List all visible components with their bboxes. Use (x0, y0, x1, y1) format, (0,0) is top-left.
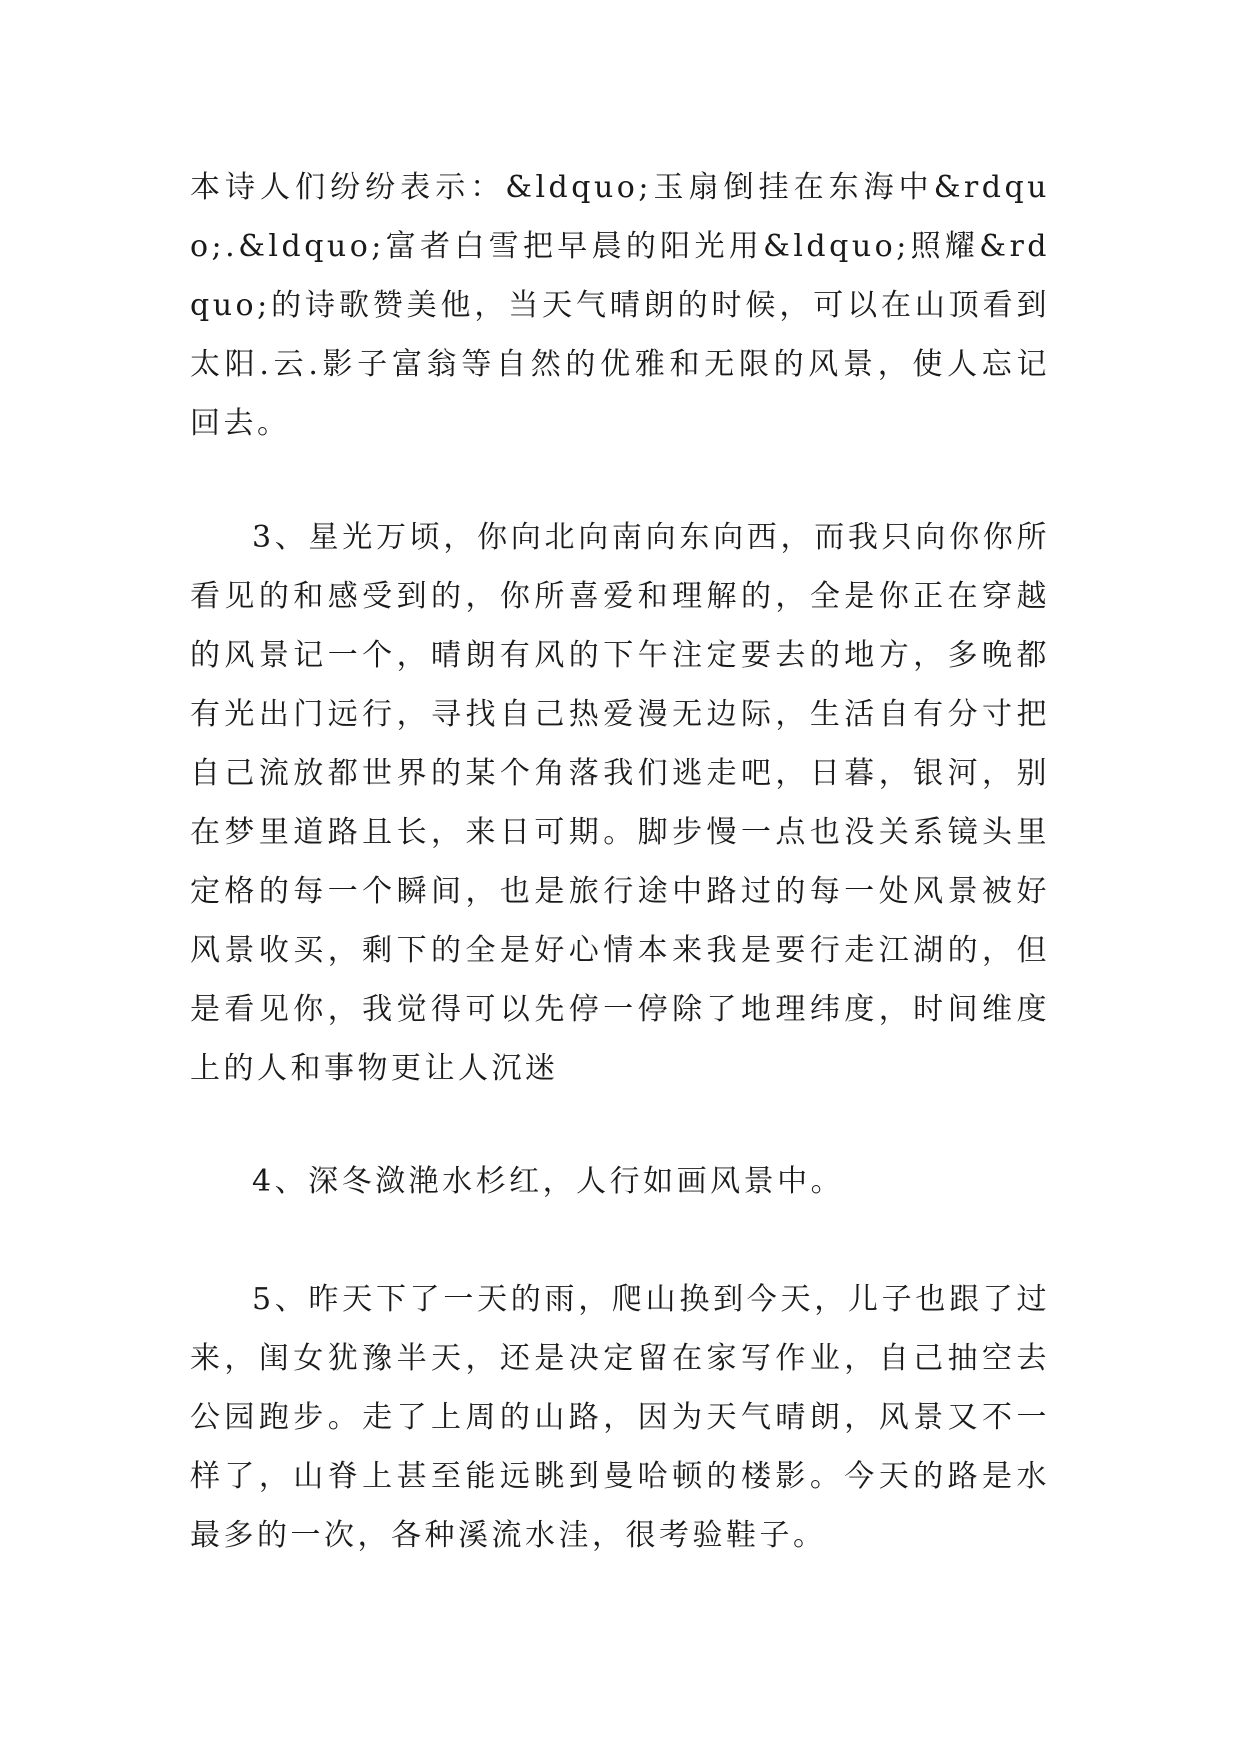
paragraph-item-5: 5、昨天下了一天的雨，爬山换到今天，儿子也跟了过来，闺女犹豫半天，还是决定留在家写作业，自己抽空去公园跑步。走了上周的山路，因为天气晴朗，风景又不一样了，山脊上甚至能远眺到曼哈顿的楼影。今天的路是水最多的一次，各种溪流水洼，很考验鞋子。 (190, 1282, 1050, 1553)
paragraph-continuation: 本诗人们纷纷表示：&ldquo;玉扇倒挂在东海中&rdquo;.&ldquo;富者白雪把早晨的阳光用&ldquo;照耀&rdquo;的诗歌赞美他，当天气晴朗的时候，可以在山顶看到太阳.云.影子富翁等自然的优雅和无限的风景，使人忘记回去。 (190, 170, 1050, 441)
paragraph-item-3: 3、星光万顷，你向北向南向东向西，而我只向你你所看见的和感受到的，你所喜爱和理解的，全是你正在穿越的风景记一个，晴朗有风的下午注定要去的地方，多晚都有光出门远行，寻找自己热爱漫无边际，生活自有分寸把自己流放都世界的某个角落我们逃走吧，日暮，银河，别在梦里道路且长，来日可期。脚步慢一点也没关系镜头里定格的每一个瞬间，也是旅行途中路过的每一处风景被好风景收买，剩下的全是好心情本来我是要行走江湖的，但是看见你，我觉得可以先停一停除了地理纬度，时间维度上的人和事物更让人沉迷 (190, 520, 1050, 1086)
paragraph-item-4: 4、深冬潋滟水杉红，人行如画风景中。 (252, 1164, 845, 1199)
